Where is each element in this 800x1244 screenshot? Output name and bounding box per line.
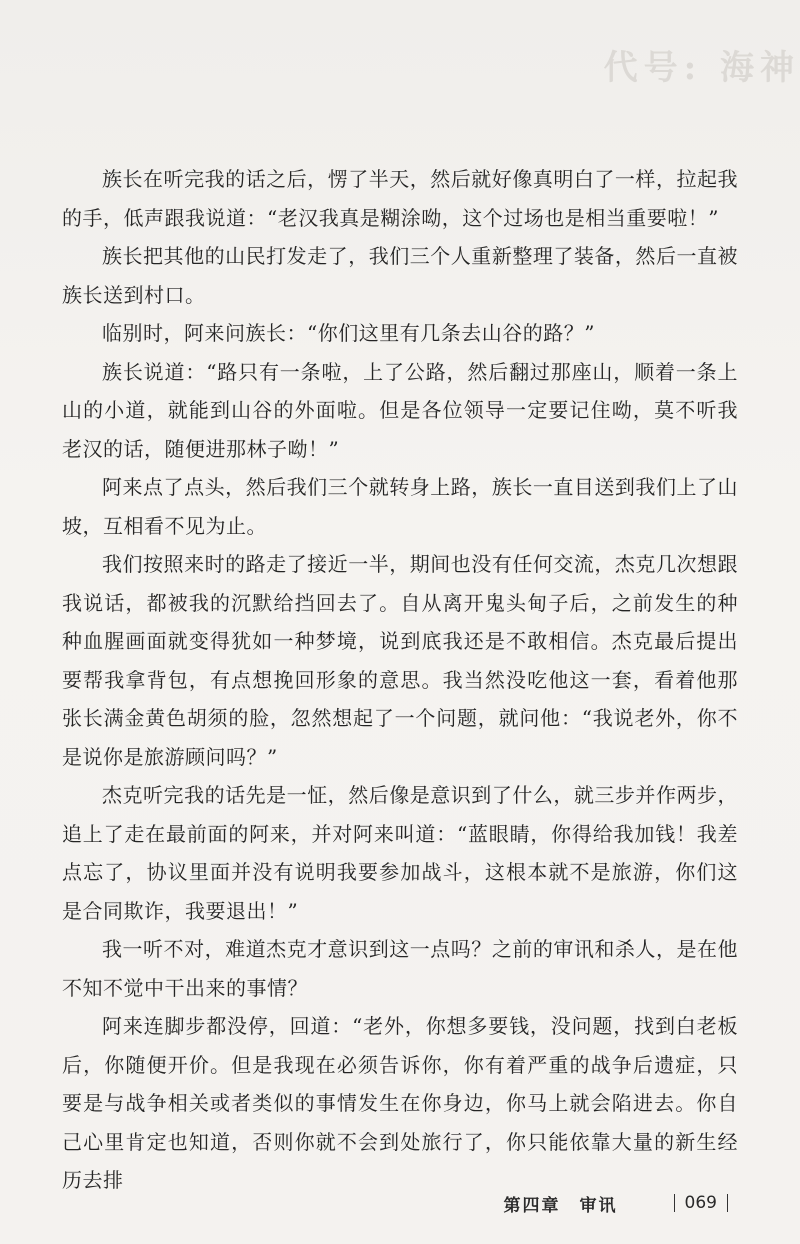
divider <box>727 1194 728 1212</box>
page-footer <box>504 1188 738 1218</box>
paragraph: 阿来连脚步都没停，回道：“老外，你想多要钱，没问题，找到白老板后，你随便开价。但是我现在必须告诉你，你有着严重的战争后遗症，只要是与战争相关或者类似的事情发生在你身边，你马上就会陷进去。你自己心里肯定也知道，否则你就不会到处旅行了，你只能依靠大量的新生经历去排 <box>62 1014 738 1192</box>
paragraph: 临别时，阿来问族长：“你们这里有几条去山谷的路？” <box>102 321 595 345</box>
divider <box>674 1194 675 1212</box>
paragraph: 我一听不对，难道杰克才意识到这一点吗？之前的审讯和杀人，是在他不知不觉中干出来的事情？ <box>62 937 738 1000</box>
bleed-through-header <box>560 40 800 90</box>
paragraph: 杰克听完我的话先是一怔，然后像是意识到了什么，就三步并作两步，追上了走在最前面的阿来，并对阿来叫道：“蓝眼睛，你得给我加钱！我差点忘了，协议里面并没有说明我要参加战斗，这根本就不是旅游，你们这是合同欺诈，我要退出！” <box>62 783 738 923</box>
body-text <box>62 160 738 1200</box>
bleed-through-text: 代号: 海神 <box>603 48 800 88</box>
page-number: 069 <box>684 1193 717 1213</box>
paragraph: 我们按照来时的路走了接近一半，期间也没有任何交流，杰克几次想跟我说话，都被我的沉默给挡回去了。自从离开鬼头甸子后，之前发生的种种血腥画面就变得犹如一种梦境，说到底我还是不敢相信。杰克最后提出要帮我拿背包，有点想挽回形象的意思。我当然没吃他这一套，看着他那张长满金黄色胡须的脸，忽然想起了一个问题，就问他：“我说老外，你不是说你是旅游顾问吗？” <box>62 552 738 769</box>
paragraph: 族长说道：“路只有一条啦，上了公路，然后翻过那座山，顺着一条上山的小道，就能到山谷的外面啦。但是各位领导一定要记住呦，莫不听我老汉的话，随便进那林子呦！” <box>62 359 738 461</box>
paragraph: 族长在听完我的话之后，愣了半天，然后就好像真明白了一样，拉起我的手，低声跟我说道：“老汉我真是糊涂呦，这个过场也是相当重要啦！” <box>62 167 738 230</box>
paragraph: 族长把其他的山民打发走了，我们三个人重新整理了装备，然后一直被族长送到村口。 <box>62 244 738 307</box>
chapter-title: 第四章 审讯 <box>503 1195 618 1216</box>
paragraph: 阿来点了点头，然后我们三个就转身上路，族长一直目送到我们上了山坡，互相看不见为止。 <box>62 475 738 538</box>
